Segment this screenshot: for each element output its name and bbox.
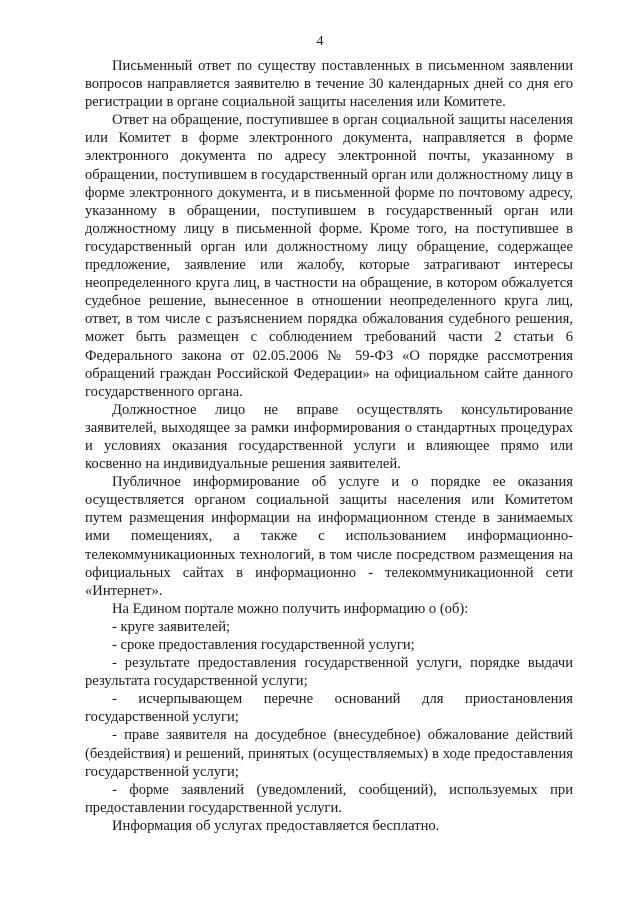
paragraph-portal-intro: На Едином портале можно получить информацию о (об):	[112, 600, 469, 617]
paragraph-response-deadline: Письменный ответ по существу поставленных в письменном заявлении вопросов направляется заявителю в течение 30 календарных дней со дня его регистрации в органе социальной защиты населения или Комитете.	[85, 58, 573, 111]
list-item: - круге заявителей;	[112, 618, 231, 635]
list-item: - форме заявлений (уведомлений, сообщений), используемых при предоставлении государственной услуги.	[85, 781, 573, 816]
list-item: - праве заявителя на досудебное (внесудебное) обжалование действий (бездействия) и решений, принятых (осуществляемых) в ходе предоставления государственной услуги;	[85, 727, 573, 780]
paragraph-consulting-restriction: Должностное лицо не вправе осуществлять консультирование заявителей, выходящее за рамки информирования о стандартных процедурах и условиях оказания государственной услуги и влияющее прямо или косвенно на индивидуальные решения заявителей.	[85, 401, 573, 473]
list-item: - результате предоставления государственной услуги, порядке выдачи результата государственной услуги;	[85, 655, 573, 690]
document-body	[85, 57, 573, 835]
paragraph-free-of-charge: Информация об услугах предоставляется бесплатно.	[112, 817, 440, 834]
paragraph-electronic-response: Ответ на обращение, поступившее в орган социальной защиты населения или Комитет в форме электронного документа, направляется в форме электронного документа по адресу электронной почты, указанному в обращении, поступившем в государственный орган или должностному лицу в форме электронного документа, и в письменной форме по почтовому адресу, указанному в обращении, поступившем в государственный орган или должностному лицу в письменной форме. Кроме того, на поступившее в государственный орган или должностному лицу обращение, содержащее предложение, заявление или жалобу, которые затрагивают интересы неопределенного круга лиц, в частности на обращение, в котором обжалуется судебное решение, вынесенное в отношении неопределенного круга лиц, ответ, в том числе с разъяснением порядка обжалования судебного решения, может быть размещен с соблюдением требований части 2 статьи 6 Федерального закона от 02.05.2006 № 59-ФЗ «О порядке рассмотрения обращений граждан Российской Федерации» на официальном сайте данного государственного органа.	[85, 112, 573, 400]
page-number: 4	[316, 34, 324, 49]
list-item: - исчерпывающем перечне оснований для приостановления государственной услуги;	[85, 691, 573, 726]
paragraph-public-information: Публичное информирование об услуге и о порядке ее оказания осуществляется органом социальной защиты населения или Комитетом путем размещения информации на информационном стенде в занимаемых ими помещениях, а также с использованием информационно-телекоммуникационных технологий, в том числе посредством размещения на официальных сайтах в информационно - телекоммуникационной сети «Интернет».	[85, 474, 573, 599]
list-item: - сроке предоставления государственной услуги;	[112, 637, 415, 653]
